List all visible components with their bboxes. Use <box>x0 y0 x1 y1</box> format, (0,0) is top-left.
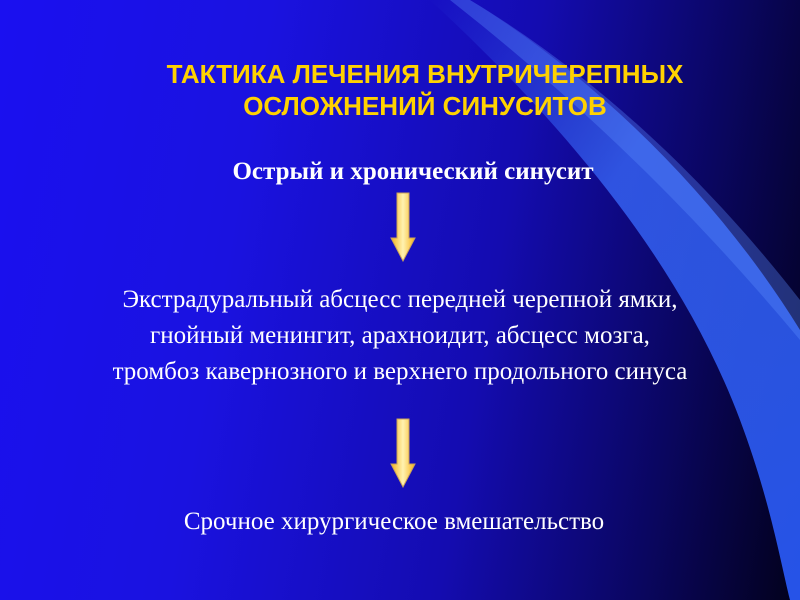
complications-list <box>0 282 800 390</box>
complication-line: Экстрадуральный абсцесс передней черепной ямки, <box>122 286 678 313</box>
subtitle: Острый и хронический синусит <box>232 158 594 185</box>
slide-title <box>60 58 790 122</box>
complication-line: гнойный менингит, арахноидит, абсцесс мозга, <box>150 322 650 349</box>
title-line-1: ТАКТИКА ЛЕЧЕНИЯ ВНУТРИЧЕРЕПНЫХ <box>166 59 684 89</box>
conclusion: Срочное хирургическое вмешательство <box>183 508 605 535</box>
down-arrow-icon <box>390 418 416 488</box>
title-line-2: ОСЛОЖНЕНИЙ СИНУСИТОВ <box>243 91 607 121</box>
down-arrow-icon <box>390 192 416 262</box>
complication-line: тромбоз кавернозного и верхнего продольного синуса <box>112 358 688 385</box>
